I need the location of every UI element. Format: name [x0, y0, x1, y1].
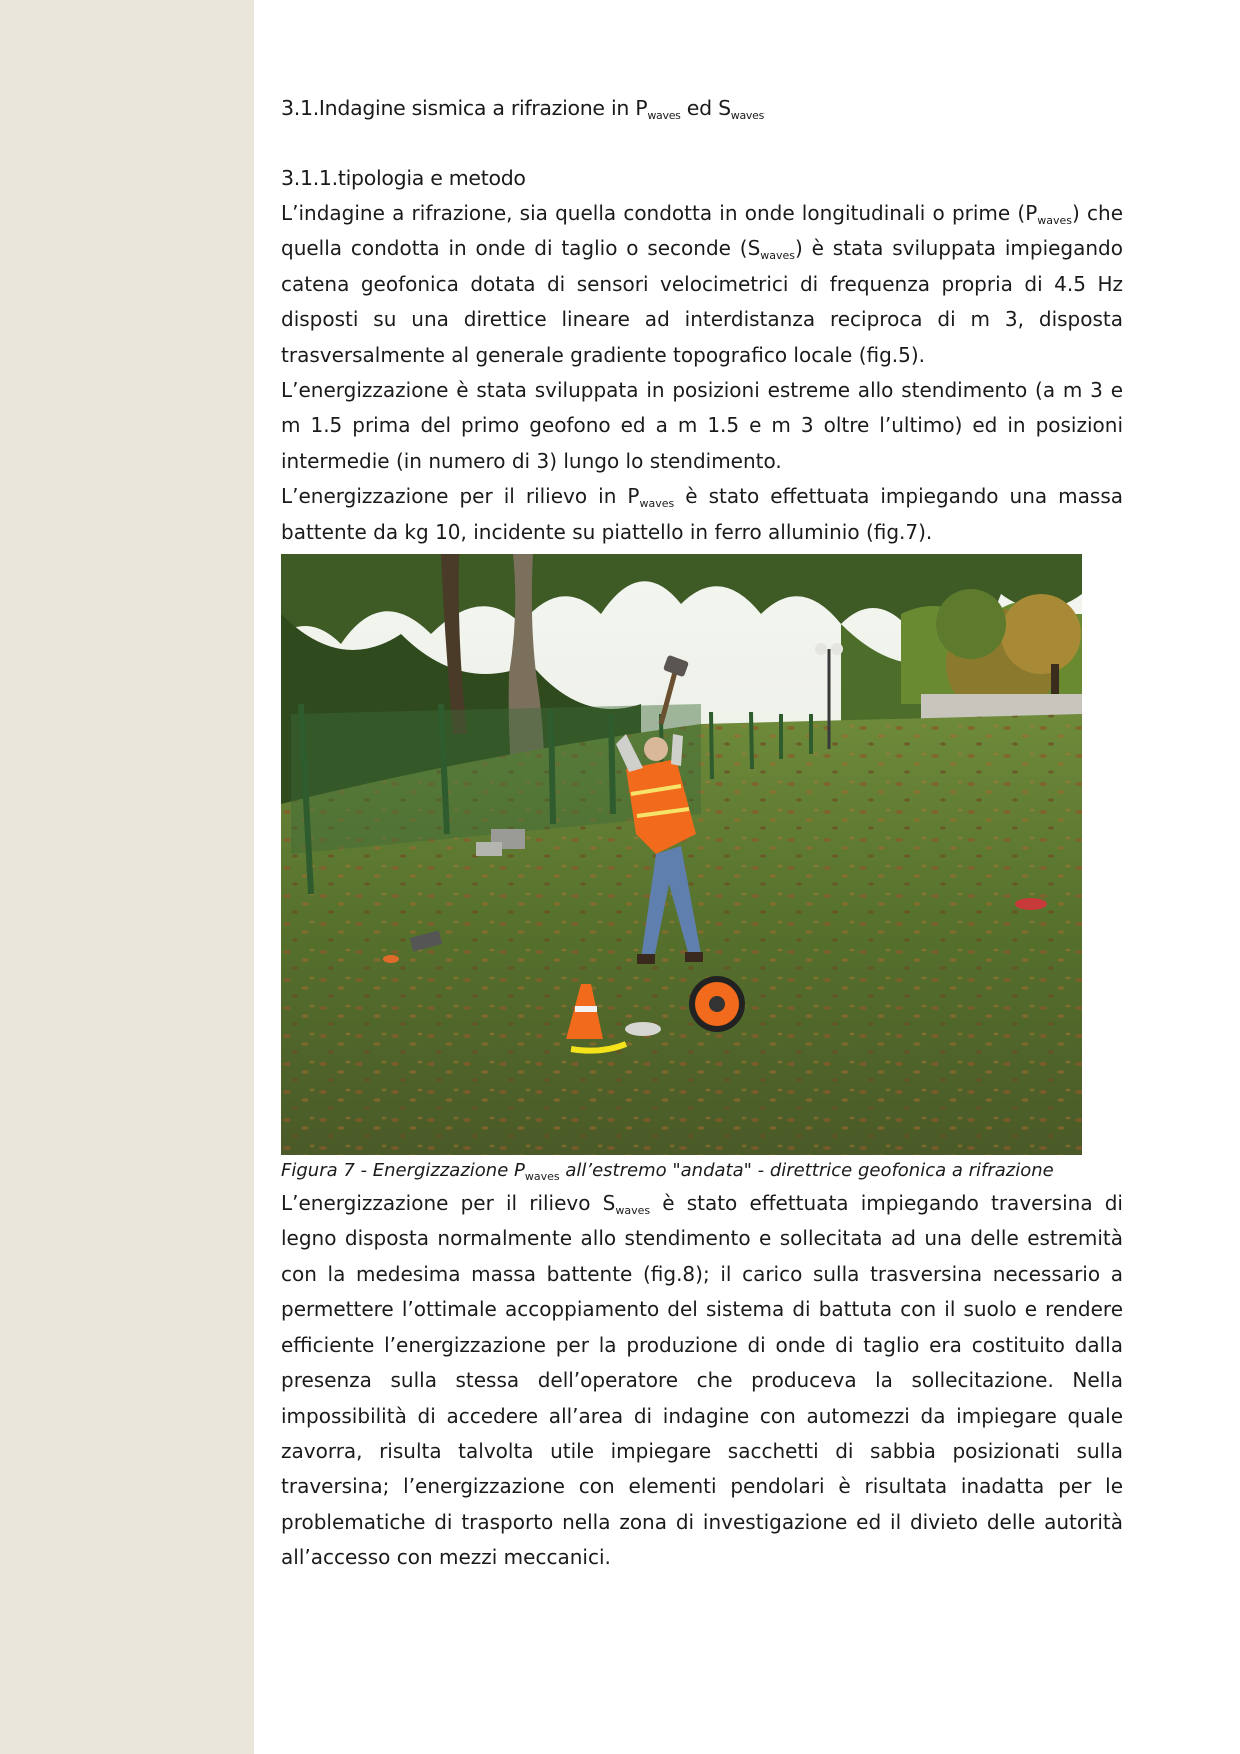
- section-number: 3.1.: [281, 96, 319, 120]
- figure-caption: [281, 1156, 1123, 1186]
- para3-subscript: waves: [639, 497, 675, 511]
- s-letter: S: [718, 96, 731, 120]
- section-conjunction: ed: [680, 96, 719, 120]
- side-margin-band: [0, 0, 254, 1754]
- para1-subscript-2: waves: [760, 249, 796, 263]
- para3-text-1: L’energizzazione per il rilievo in P: [281, 484, 640, 509]
- subsection-heading: [281, 160, 1123, 196]
- para4-text-2: è stato effettuata impiegando traversina di legno disposta normalmente allo stendimento e sollecitata ad una delle estremità con la medesima massa battente (fig.8); il carico sulla trasversina necessario a permettere l’ottimale accoppiamento del sistema di battuta con il suolo e rendere efficiente l’energizzazione per la produzione di onde di taglio era costituito dalla presenza sulla stessa dell’operatore che produceva la sollecitazione. Nella impossibilità di accedere all’area di indagine con automezzi da impiegare quale zavorra, risulta talvolta utile impiegare sacchetti di sabbia posizionati sulla traversina; l’energizzazione con elementi pendolari è risultata inadatta per le problematiche di trasporto nella zona di investigazione ed il divieto delle autorità all’accesso con mezzi meccanici.: [281, 1191, 1123, 1570]
- s-subscript: waves: [730, 109, 765, 122]
- para1-text-1: L’indagine a rifrazione, sia quella condotta in onde longitudinali o prime (P: [281, 201, 1038, 225]
- p-subscript: waves: [647, 109, 681, 122]
- subsection-title: tipologia e metodo: [337, 166, 526, 190]
- paragraph-p-waves-energization: [281, 479, 1123, 550]
- caption-suffix: all’estremo "andata" - direttrice geofonica a rifrazione: [559, 1160, 1054, 1182]
- section-heading: [281, 90, 1123, 126]
- subsection-number: 3.1.1.: [281, 166, 338, 190]
- para1-subscript-1: waves: [1037, 214, 1073, 227]
- field-photo: [281, 554, 1082, 1155]
- p-letter: P: [635, 96, 648, 120]
- para4-subscript: waves: [615, 1204, 651, 1218]
- paragraph-s-waves-energization: [281, 1186, 1123, 1575]
- paragraph-energization-positions: L’energizzazione è stata sviluppata in posizioni estreme allo stendimento (a m 3 e m 1.5 prima del primo geofono ed a m 1.5 e m 3 oltre l’ultimo) ed in posizioni intermedie (in numero di 3) lungo lo stendimento.: [281, 378, 1123, 473]
- section-title: Indagine sismica a rifrazione in: [318, 96, 636, 120]
- caption-subscript: waves: [524, 1170, 560, 1184]
- para4-text-1: L’energizzazione per il rilievo S: [281, 1191, 616, 1216]
- caption-prefix: Figura 7 - Energizzazione P: [281, 1160, 525, 1182]
- para1-text-3: ) è stata sviluppata impiegando catena geofonica dotata di sensori velocimetrici di frequenza propria di 4.5 Hz disposti su una direttice lineare ad interdistanza reciproca di m 3, disposta trasversalmente al generale gradiente topografico locale (fig.5).: [281, 236, 1123, 367]
- paragraph-method: [281, 196, 1123, 373]
- page-content: [281, 90, 1123, 1576]
- para1-text-2: ) che quella condotta in onde di taglio o seconde (S: [281, 201, 1123, 261]
- para3-text-2: è stato effettuata impiegando una massa battente da kg 10, incidente su piattello in ferro alluminio (fig.7).: [281, 484, 1123, 544]
